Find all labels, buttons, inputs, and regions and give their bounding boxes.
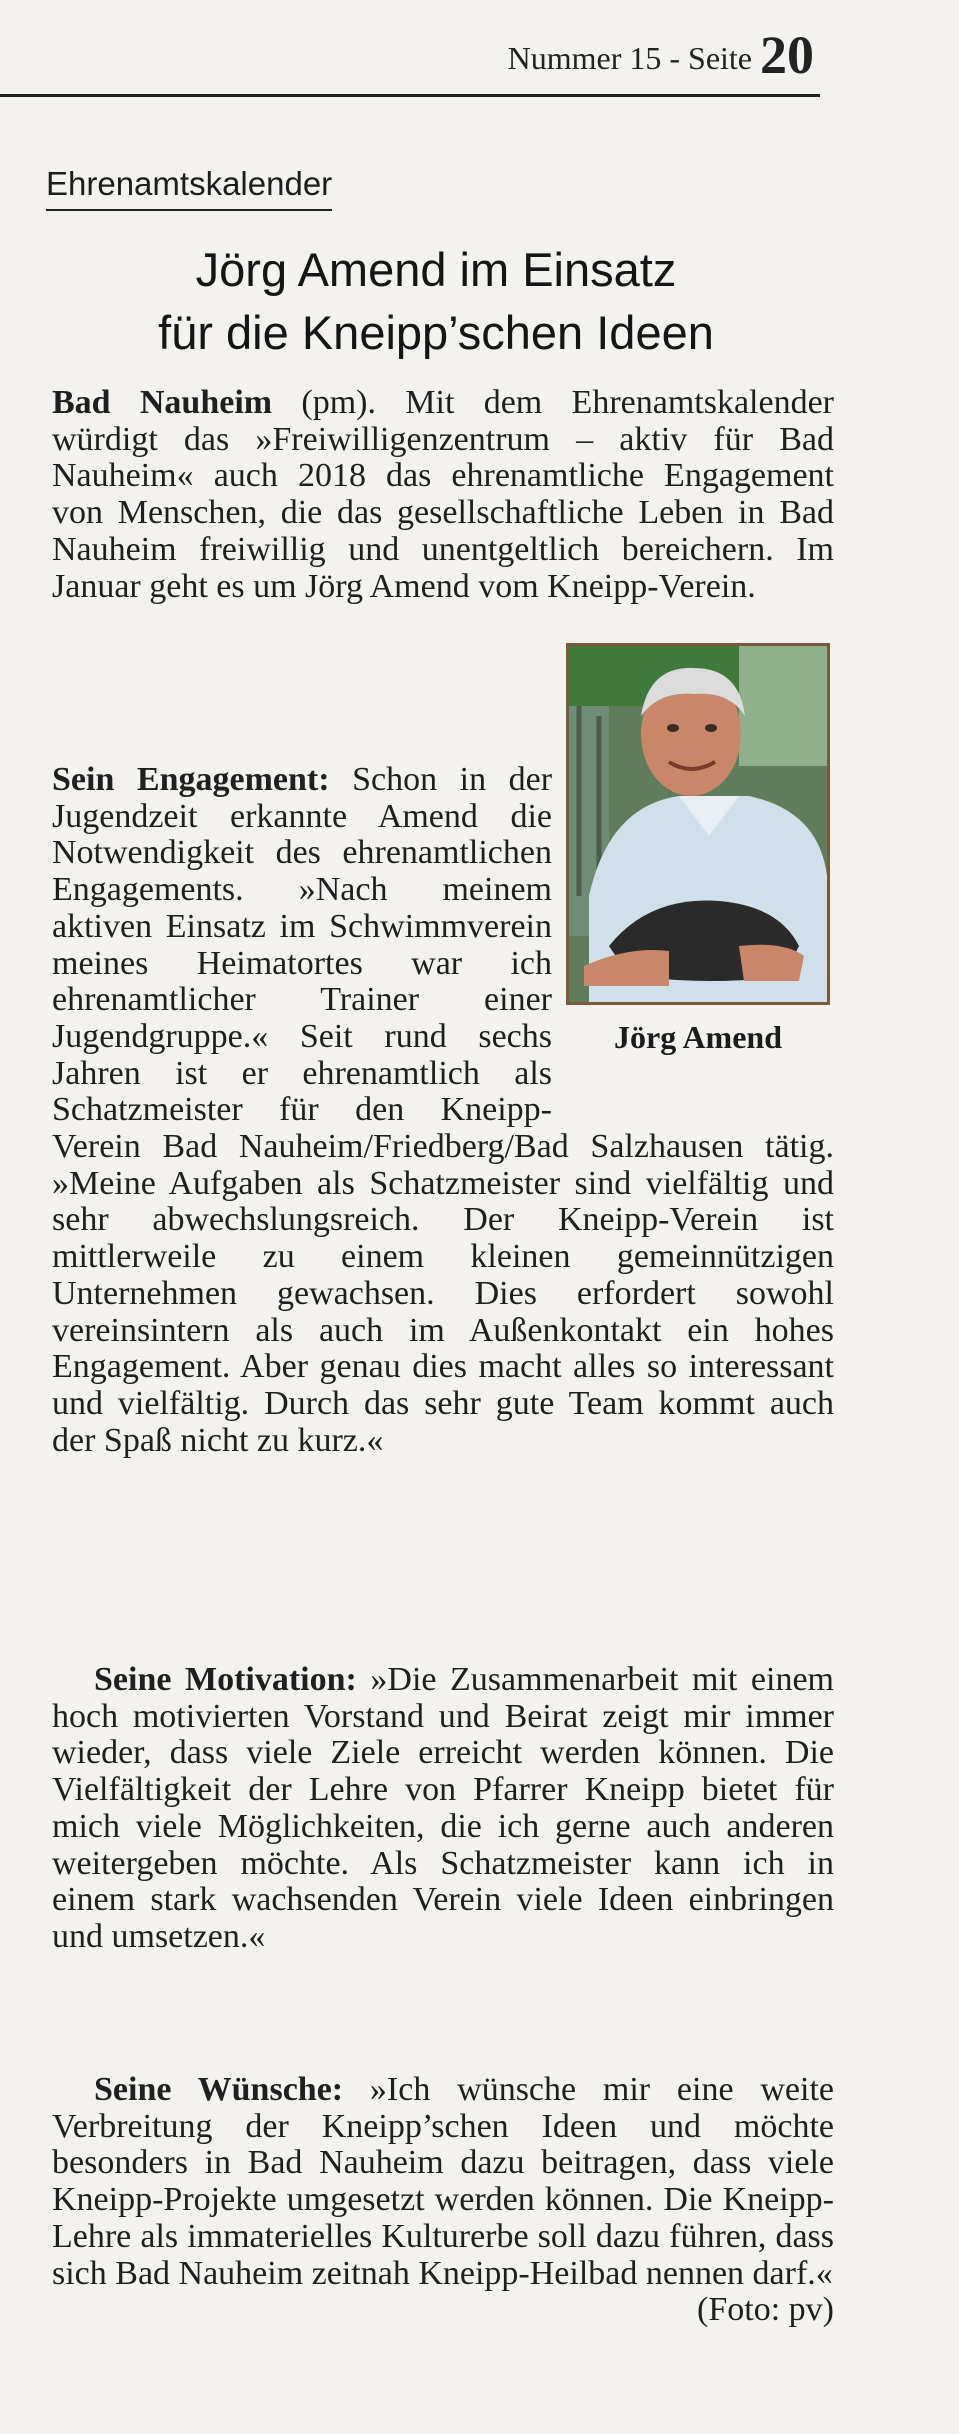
intro-lead: Bad Nauheim <box>52 384 273 421</box>
issue-label: Nummer 15 - Seite <box>507 40 752 76</box>
engagement-paragraph <box>52 762 834 1459</box>
motivation-text: »Die Zusammenarbeit mit einem hoch motivierten Vorstand und Beirat zeigt mir immer wieder, dass viele Ziele erreicht werden können. Die Vielfältigkeit der Lehre von Pfarrer Kneipp bietet für mich viele Möglichkeiten, die ich gerne auch anderen weitergeben möchte. Als Schatzmeister kann ich in einem stark wachsenden Verein viele Ideen einbringen und umsetzen.« <box>52 1661 834 1955</box>
photo-credit: (Foto: pv) <box>697 2291 834 2329</box>
engagement-section <box>52 762 834 1459</box>
headline-line-2: für die Kneipp’schen Ideen <box>158 306 714 359</box>
engagement-text: Schon in der Jugendzeit erkannte Amend die Notwendigkeit des ehrenamtlichen Engagements. »Nach meinem aktiven Einsatz im Schwimmverein meines Heimatortes war ich ehrenamtlicher Trainer einer Jugendgruppe.« Seit rund sechs Jahren ist er ehrenamtlich als Schatzmeister für den Kneipp-Verein Bad Nauheim/Friedberg/Bad Salzhausen tätig. »Meine Aufgaben als Schatzmeister sind vielfältig und sehr abwechslungsreich. Der Kneipp-Verein ist mittlerweile zu einem kleinen gemeinnützigen Unternehmen gewachsen. Dies erfordert sowohl vereinsintern als auch im Außenkontakt ein hohes Engagement. Aber genau dies macht alles so interessant und vielfältig. Durch das sehr gute Team kommt auch der Spaß nicht zu kurz.« <box>52 761 834 1459</box>
section-kicker: Ehrenamtskalender <box>46 165 332 211</box>
motivation-section <box>52 1662 834 1956</box>
wishes-section <box>52 2072 834 2329</box>
intro-text: (pm). Mit dem Ehrenamtskalender würdigt das »Freiwilligenzentrum – aktiv für Bad Nauheim« auch 2018 das ehrenamtliche Engagement von Menschen, die das gesellschaftliche Leben in Bad Nauheim freiwillig und unentgeltlich bereichern. Im Januar geht es um Jörg Amend vom Kneipp-Verein. <box>52 384 834 605</box>
header-rule <box>0 94 820 97</box>
wrap-box-2 <box>552 762 834 1102</box>
wishes-paragraph <box>52 2071 834 2329</box>
intro-paragraph <box>52 385 834 605</box>
page-header <box>0 14 959 84</box>
photo-caption: Jörg Amend <box>614 1019 782 1055</box>
wishes-text: »Ich wünsche mir eine weite Verbreitung der Kneipp’schen Ideen und möchte besonders in Bad Nauheim dazu beitragen, dass viele Kneipp-Projekte umgesetzt werden können. Die Kneipp-Lehre als immaterielles Kulturerbe soll dazu führen, dass sich Bad Nauheim zeitnah Kneipp-Heilbad nennen darf.« <box>52 2071 834 2292</box>
article-headline <box>46 238 826 364</box>
headline-line-1: Jörg Amend im Einsatz <box>195 243 677 296</box>
engagement-lead: Sein Engagement: <box>52 761 330 798</box>
issue-page-label <box>508 24 814 86</box>
motivation-paragraph <box>52 1662 834 1956</box>
motivation-lead: Seine Motivation: <box>94 1661 357 1698</box>
page-number: 20 <box>760 25 814 85</box>
wishes-lead: Seine Wünsche: <box>94 2071 344 2108</box>
